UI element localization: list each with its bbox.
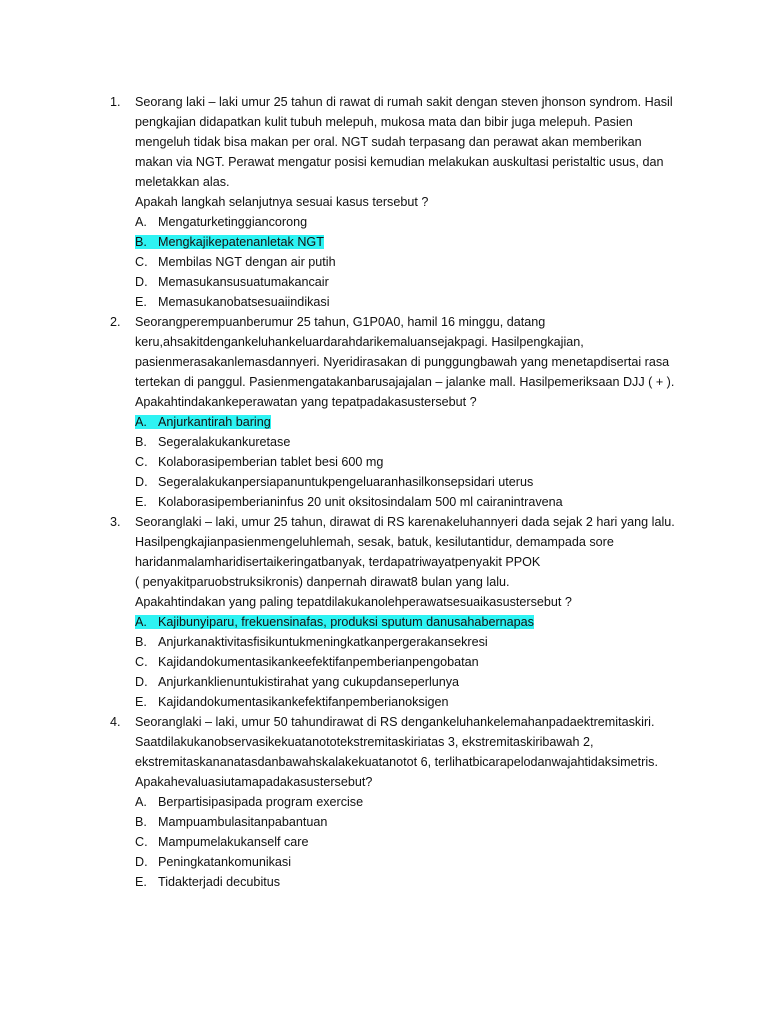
- option-text: Anjurkanaktivitasfisikuntukmeningkatkanpergerakansekresi: [158, 635, 488, 649]
- option-wrapper: [135, 855, 291, 869]
- answer-option-highlighted: [135, 232, 680, 252]
- option-letter: D.: [135, 275, 148, 289]
- option-text: Berpartisipasipada program exercise: [158, 795, 364, 809]
- question-number: 4.: [110, 715, 121, 729]
- question-item: [110, 512, 680, 712]
- option-letter: C.: [135, 255, 148, 269]
- option-wrapper: [135, 235, 324, 249]
- question-number: 3.: [110, 515, 121, 529]
- option-letter: D.: [135, 675, 148, 689]
- option-letter: A.: [135, 215, 147, 229]
- answer-option: [135, 472, 680, 492]
- option-letter: C.: [135, 655, 148, 669]
- option-text: Memasukanobatsesuaiindikasi: [158, 295, 330, 309]
- option-text: Kolaborasipemberian tablet besi 600 mg: [158, 455, 384, 469]
- answer-option: [135, 832, 680, 852]
- answer-option: [135, 852, 680, 872]
- question-number: 2.: [110, 315, 121, 329]
- option-wrapper: [135, 835, 309, 849]
- option-letter: E.: [135, 875, 147, 889]
- question-text-line: ekstremitaskananatasdanbawahskalakekuatanotot 6, terlihatbicarapelodanwajahtidaksimetris.: [135, 755, 658, 769]
- option-wrapper: [135, 435, 290, 449]
- question-text-line: tertekan di panggul. Pasienmengatakanbarusajajalan – jalanke mall. Hasilpemeriksaan DJJ ( + ).: [135, 375, 675, 389]
- option-text: Anjurkanklienuntukistirahat yang cukupdanseperlunya: [158, 675, 460, 689]
- question-item: [110, 92, 680, 312]
- answer-option-highlighted: [135, 612, 680, 632]
- option-wrapper: [135, 455, 383, 469]
- option-text: Segeralakukankuretase: [158, 435, 291, 449]
- answer-option: [135, 432, 680, 452]
- option-text: Mengkajikepatenanletak NGT: [158, 235, 324, 249]
- question-text-line: ( penyakitparuobstruksikronis) danpernah dirawat8 bulan yang lalu.: [135, 575, 510, 589]
- option-letter: C.: [135, 455, 148, 469]
- answer-option: [135, 672, 680, 692]
- option-letter: D.: [135, 475, 148, 489]
- option-letter: A.: [135, 415, 147, 429]
- question-text-line: Saatdilakukanobservasikekuatanototekstremitaskiriatas 3, ekstremitaskiribawah 2,: [135, 735, 594, 749]
- option-wrapper: [135, 415, 271, 429]
- option-wrapper: [135, 475, 533, 489]
- option-letter: D.: [135, 855, 148, 869]
- option-letter: B.: [135, 435, 147, 449]
- question-text-line: makan via NGT. Perawat mengatur posisi kemudian melakukan auskultasi peristaltic usus, dan: [135, 155, 664, 169]
- option-wrapper: [135, 675, 459, 689]
- question-item: [110, 312, 680, 512]
- question-text-line: pasienmerasakanlemasdannyeri. Nyeridirasakan di punggungbawah yang menetapdisertai rasa: [135, 355, 670, 369]
- answer-option-highlighted: [135, 412, 680, 432]
- option-text: Memasukansusuatumakancair: [158, 275, 329, 289]
- option-letter: A.: [135, 795, 147, 809]
- option-text: Mengaturketinggiancorong: [158, 215, 308, 229]
- option-wrapper: [135, 815, 327, 829]
- answer-option: [135, 652, 680, 672]
- question-text-line: Apakah langkah selanjutnya sesuai kasus tersebut ?: [135, 195, 429, 209]
- question-text-line: Apakahevaluasiutamapadakasustersebut?: [135, 775, 373, 789]
- option-letter: B.: [135, 635, 147, 649]
- answer-option: [135, 872, 680, 892]
- option-wrapper: [135, 655, 479, 669]
- question-text-line: Hasilpengkajianpasienmengeluhlemah, sesak, batuk, kesilutantidur, demampada sore: [135, 535, 614, 549]
- option-wrapper: [135, 875, 280, 889]
- question-text-line: meletakkan alas.: [135, 175, 230, 189]
- option-text: Peningkatankomunikasi: [158, 855, 292, 869]
- question-text-line: Seorang laki – laki umur 25 tahun di rawat di rumah sakit dengan steven jhonson syndrom. Hasil: [135, 95, 673, 109]
- option-wrapper: [135, 295, 330, 309]
- question-text-line: Seorangperempuanberumur 25 tahun, G1P0A0, hamil 16 minggu, datang: [135, 315, 546, 329]
- question-text-line: pengkajian didapatkan kulit tubuh melepuh, mukosa mata dan bibir juga melepuh. Pasien: [135, 115, 633, 129]
- answer-option: [135, 812, 680, 832]
- option-letter: E.: [135, 295, 147, 309]
- option-letter: E.: [135, 695, 147, 709]
- option-text: Anjurkantirah baring: [158, 415, 271, 429]
- question-list: [110, 92, 680, 892]
- option-text: Kajibunyiparu, frekuensinafas, produksi sputum danusahabernapas: [158, 615, 534, 629]
- option-text: Kajidandokumentasikankeefektifanpemberianpengobatan: [158, 655, 479, 669]
- option-text: Mampuambulasitanpabantuan: [158, 815, 328, 829]
- answer-option: [135, 292, 680, 312]
- answer-option: [135, 492, 680, 512]
- option-wrapper: [135, 495, 563, 509]
- answer-option: [135, 792, 680, 812]
- question-text-line: Apakahtindakan yang paling tepatdilakukanolehperawatsesuaikasustersebut ?: [135, 595, 572, 609]
- answer-option: [135, 632, 680, 652]
- option-text: Tidakterjadi decubitus: [158, 875, 281, 889]
- question-text-line: Apakahtindakankeperawatan yang tepatpadakasustersebut ?: [135, 395, 477, 409]
- option-letter: B.: [135, 815, 147, 829]
- option-text: Kajidandokumentasikankefektifanpemberianoksigen: [158, 695, 449, 709]
- answer-option: [135, 272, 680, 292]
- option-wrapper: [135, 615, 534, 629]
- option-letter: C.: [135, 835, 148, 849]
- answer-option: [135, 692, 680, 712]
- option-text: Membilas NGT dengan air putih: [158, 255, 336, 269]
- question-item: [110, 712, 680, 892]
- question-text-line: keru,ahsakitdengankeluhankeluardarahdarikemaluansejakpagi. Hasilpengkajian,: [135, 335, 584, 349]
- option-wrapper: [135, 215, 307, 229]
- answer-option: [135, 252, 680, 272]
- option-letter: B.: [135, 235, 147, 249]
- option-wrapper: [135, 795, 363, 809]
- question-text-line: Seoranglaki – laki, umur 25 tahun, dirawat di RS karenakeluhannyeri dada sejak 2 hari yang lalu.: [135, 515, 675, 529]
- option-wrapper: [135, 275, 329, 289]
- option-text: Kolaborasipemberianinfus 20 unit oksitosindalam 500 ml cairanintravena: [158, 495, 563, 509]
- question-text-line: Seoranglaki – laki, umur 50 tahundirawat di RS dengankeluhankelemahanpadaektremitaskiri.: [135, 715, 655, 729]
- option-wrapper: [135, 635, 488, 649]
- option-text: Segeralakukanpersiapanuntukpengeluaranhasilkonsepsidari uterus: [158, 475, 534, 489]
- answer-option: [135, 452, 680, 472]
- option-letter: E.: [135, 495, 147, 509]
- question-text-line: mengeluh tidak bisa makan per oral. NGT sudah terpasang dan perawat akan memberikan: [135, 135, 642, 149]
- option-wrapper: [135, 255, 336, 269]
- question-text-line: haridanmalamharidisertaikeringatbanyak, terdapatriwayatpenyakit PPOK: [135, 555, 541, 569]
- option-text: Mampumelakukanself care: [158, 835, 309, 849]
- option-wrapper: [135, 695, 449, 709]
- question-number: 1.: [110, 95, 121, 109]
- option-letter: A.: [135, 615, 147, 629]
- answer-option: [135, 212, 680, 232]
